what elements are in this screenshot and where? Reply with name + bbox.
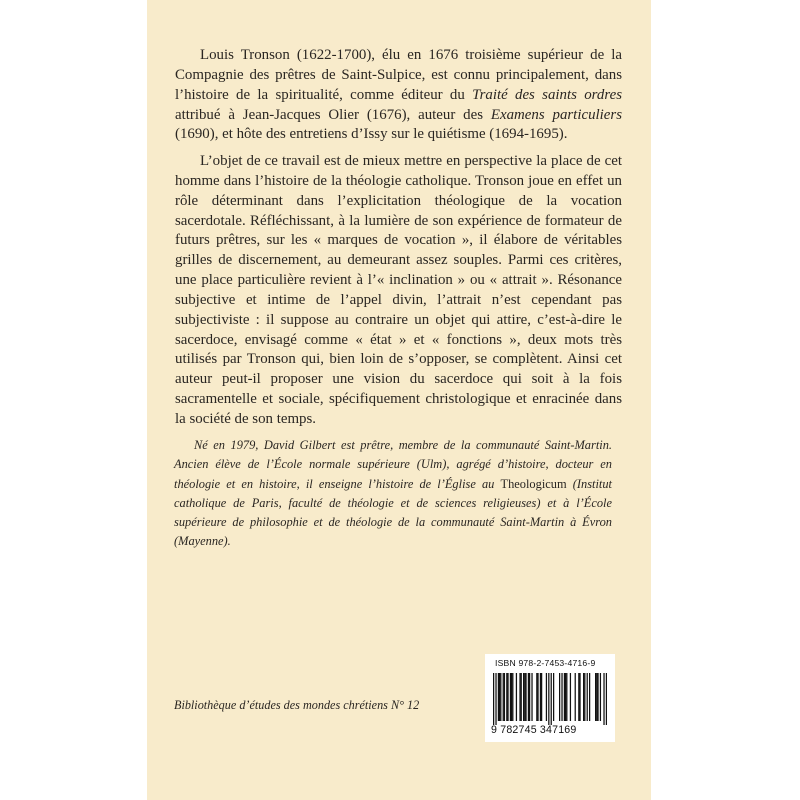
barcode-bar bbox=[529, 673, 530, 721]
book-title: Traité des saints ordres bbox=[472, 86, 622, 103]
barcode-bar bbox=[506, 673, 507, 721]
barcode-bar bbox=[512, 673, 513, 721]
book-title: Examens particuliers bbox=[490, 106, 622, 123]
barcode-bar bbox=[595, 673, 596, 721]
barcode-bar bbox=[566, 673, 567, 721]
barcode-bar bbox=[516, 673, 517, 721]
barcode-bar bbox=[597, 673, 598, 721]
barcode-bar bbox=[583, 673, 584, 721]
series-title: Bibliothèque d’études des mondes chrétiens N° 12 bbox=[174, 698, 420, 712]
bio-text: Né en 1979, David Gilbert est prêtre, membre de la communauté Saint-Martin. Ancien élève de l’École normale supérieure (Ulm), agrégé d’histoire, docteur en théologie et en histoire, il enseigne l’histoire de l’Église au bbox=[174, 438, 612, 491]
barcode-bar bbox=[525, 673, 526, 721]
barcode-bar bbox=[578, 673, 579, 721]
summary-text: attribué à Jean-Jacques Olier (1676), auteur des bbox=[175, 106, 491, 123]
barcode-bar bbox=[510, 673, 511, 721]
barcode-bar bbox=[511, 673, 512, 721]
barcode-bar bbox=[507, 673, 508, 721]
summary-text: Louis Tronson (1622-1700), élu en 1676 troisième supérieur de la Compagnie des prêtres de Saint-Sulpice, est connu principalement, dans l’histoire de la spiritualité, comme éditeur du bbox=[175, 47, 622, 103]
barcode-bar bbox=[587, 673, 588, 721]
isbn-label: ISBN 978-2-7453-4716-9 bbox=[495, 658, 596, 668]
summary-paragraph-1 bbox=[175, 46, 622, 145]
barcode-bar bbox=[493, 673, 494, 725]
barcode-bar bbox=[537, 673, 538, 721]
barcode-bar bbox=[546, 673, 547, 721]
barcode-bar bbox=[565, 673, 566, 721]
barcode-bar bbox=[523, 673, 524, 721]
summary-text: L’objet de ce travail est de mieux mettre en perspective la place de cet homme dans l’histoire de la théologie catholique. Tronson joue en effet un rôle déterminant dans l’explicitation théologique de la vocation sacerdotale. Réfléchissant, à la lumière de son expérience de formateur de futurs prêtres, sur les « marques de vocation », il élabore de véritables grilles de discernement, au demeurant assez souples. Parmi ces critères, une place particulière revient à l’« inclination » ou « attrait ». Résonance subjective et intime de l’appel divin, l’attrait n’est cependant pas subjectiviste : il suppose au contraire un objet qui attire, c’est-à-dire le sacerdoce, envisagé comme « état » et « fonctions », deux mots très utilisés par Tronson qui, bien loin de s’opposer, se complètent. Ainsi cet auteur peut-il proposer une vision du sacerdoce qui soit à la fois sacramentelle et sociale, spécifiquement christologique et enracinée dans la société de son temps. bbox=[175, 153, 622, 427]
barcode-bar bbox=[500, 673, 501, 721]
barcode-bar bbox=[524, 673, 525, 721]
summary-paragraph-2 bbox=[175, 152, 622, 430]
barcode-bar bbox=[559, 673, 560, 721]
barcode-bar bbox=[498, 673, 499, 721]
barcode-bar bbox=[553, 673, 554, 721]
barcode-bar bbox=[561, 673, 562, 721]
barcode-bar bbox=[603, 673, 604, 725]
barcode-bar bbox=[499, 673, 500, 721]
barcode-bar bbox=[528, 673, 529, 721]
barcode-bar bbox=[531, 673, 532, 721]
back-cover bbox=[147, 0, 651, 800]
institution-name: Theologicum bbox=[500, 476, 567, 491]
barcode-bar bbox=[551, 673, 552, 725]
barcode-bar bbox=[564, 673, 565, 721]
barcode-bar bbox=[541, 673, 542, 721]
barcode-bar bbox=[495, 673, 496, 725]
barcode-bar bbox=[536, 673, 537, 721]
summary-text: (1690), et hôte des entretiens d’Issy sur le quiétisme (1694-1695). bbox=[175, 126, 568, 143]
barcode-bar bbox=[579, 673, 580, 721]
barcode-bar bbox=[540, 673, 541, 721]
barcode-bar bbox=[548, 673, 549, 725]
barcode-bar bbox=[589, 673, 590, 721]
barcode-bar bbox=[570, 673, 571, 721]
barcode-digits: 9 782745 347169 bbox=[491, 724, 577, 736]
isbn-barcode bbox=[485, 654, 615, 742]
barcode-bar bbox=[521, 673, 522, 721]
barcode-bar bbox=[504, 673, 505, 721]
barcode-bar bbox=[575, 673, 576, 721]
author-bio bbox=[174, 436, 612, 552]
barcode-bar bbox=[503, 673, 504, 721]
barcode-bar bbox=[519, 673, 520, 721]
barcode-icon bbox=[493, 673, 607, 725]
barcode-bar bbox=[584, 673, 585, 721]
barcode-bar bbox=[606, 673, 607, 725]
barcode-bar bbox=[596, 673, 597, 721]
barcode-bar bbox=[600, 673, 601, 721]
bio-text: (Institut catholique de Paris, faculté de théologie et de sciences religieuses) et à l’École supérieure de philosophie et de théologie de la communauté Saint-Martin à Évron (Mayenne). bbox=[174, 476, 612, 549]
